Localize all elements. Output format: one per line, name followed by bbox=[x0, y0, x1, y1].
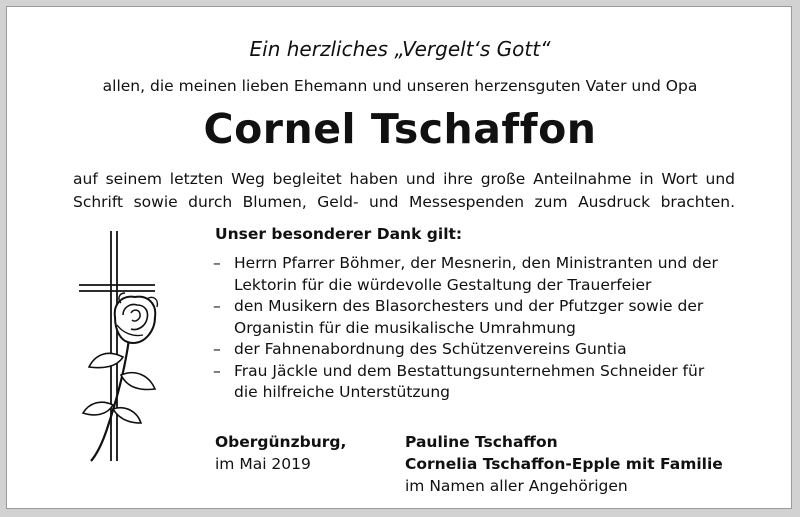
cross-with-rose-icon bbox=[77, 229, 197, 464]
place-name: Obergünzburg, bbox=[215, 433, 347, 451]
list-item-line: Lektorin für die würdevolle Gestaltung der Trauerfeier bbox=[234, 275, 652, 294]
date-text: im Mai 2019 bbox=[215, 455, 311, 473]
place-and-date bbox=[215, 431, 346, 475]
body-text-line-1: auf seinem letzten Weg begleitet haben und ihre große Anteilnahme in Wort und bbox=[73, 170, 735, 188]
obituary-notice bbox=[6, 6, 792, 509]
signer-name: Cornelia Tschaffon-Epple mit Familie bbox=[405, 455, 723, 473]
deceased-name: Cornel Tschaffon bbox=[203, 105, 597, 153]
list-item-line: Frau Jäckle und dem Bestattungsunternehmen Schneider für bbox=[234, 361, 705, 380]
notice-intro: allen, die meinen lieben Ehemann und unseren herzensguten Vater und Opa bbox=[102, 77, 698, 95]
list-item-line: Organistin für die musikalische Umrahmung bbox=[234, 318, 576, 337]
list-item bbox=[210, 253, 730, 296]
signer-name: Pauline Tschaffon bbox=[405, 433, 558, 451]
list-item-line: der Fahnenabordnung des Schützenvereins Guntia bbox=[234, 340, 627, 358]
signers-note: im Namen aller Angehörigen bbox=[405, 477, 628, 495]
signers-block bbox=[405, 431, 723, 497]
list-item bbox=[210, 361, 730, 404]
list-item-line: Herrn Pfarrer Böhmer, der Mesnerin, den Ministranten und der bbox=[234, 254, 718, 272]
body-text-line-2: Schrift sowie durch Blumen, Geld- und Messespenden zum Ausdruck brachten. bbox=[73, 193, 735, 211]
thanks-heading: Unser besonderer Dank gilt: bbox=[215, 225, 463, 243]
thanks-list bbox=[210, 253, 730, 404]
list-item bbox=[210, 296, 730, 339]
list-item-line: die hilfreiche Unterstützung bbox=[234, 383, 451, 401]
list-item-line: den Musikern des Blasorchesters und der Pfutzger sowie der bbox=[234, 297, 704, 315]
notice-headline: Ein herzliches „Vergelt‘s Gott“ bbox=[249, 37, 551, 61]
list-item bbox=[210, 339, 730, 361]
